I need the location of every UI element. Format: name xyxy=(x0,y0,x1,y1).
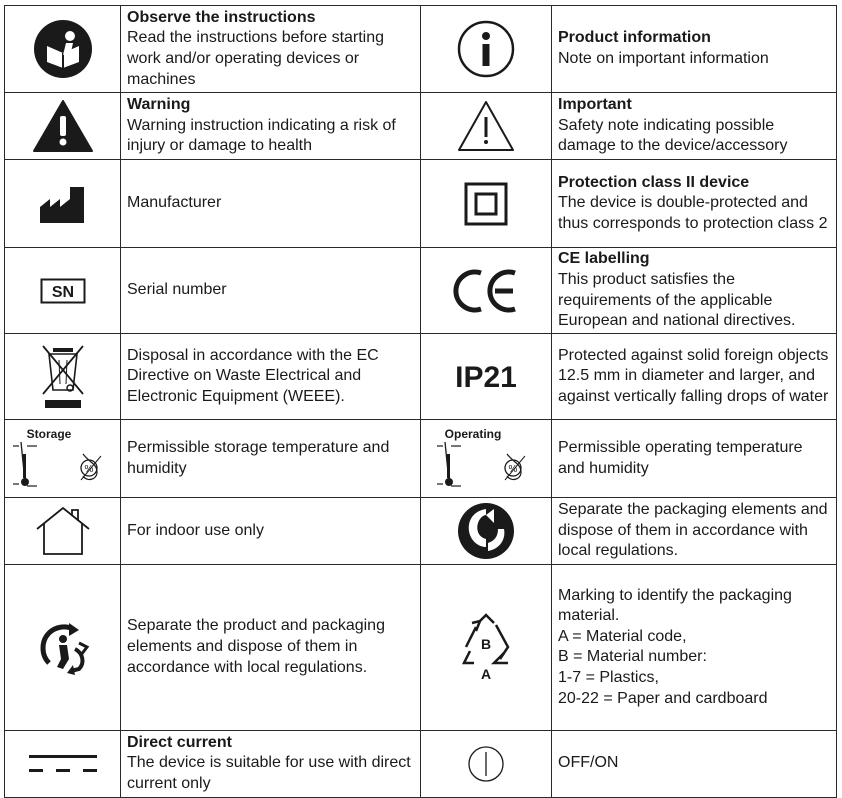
direct-current-icon xyxy=(27,753,99,775)
symbol-desc: Permissible storage temperature and humidity xyxy=(127,438,390,477)
indoor-house-icon xyxy=(34,505,92,557)
symbol-title: CE labelling xyxy=(558,250,650,268)
protection-class-2-icon xyxy=(464,182,508,226)
icon-cell xyxy=(421,6,552,93)
storage-temperature-humidity-icon xyxy=(11,424,121,494)
symbol-description xyxy=(121,730,421,797)
symbol-table xyxy=(4,5,837,798)
icon-cell xyxy=(421,498,552,565)
symbol-desc: The device is double-protected and thus corresponds to protection class 2 xyxy=(558,194,828,232)
icon-cell xyxy=(5,93,121,160)
read-manual-icon xyxy=(33,19,93,79)
icon-cell xyxy=(421,93,552,160)
icon-label: Operating xyxy=(444,426,502,441)
symbol-description xyxy=(121,6,421,93)
icon-cell xyxy=(5,160,121,248)
warning-outline-icon xyxy=(457,100,515,152)
icon-cell xyxy=(5,730,121,797)
icon-cell xyxy=(421,334,552,420)
symbol-description xyxy=(121,248,421,334)
symbol-description xyxy=(552,730,837,797)
material-code-letter: A xyxy=(480,666,492,683)
table-row xyxy=(5,420,837,498)
symbol-description xyxy=(552,6,837,93)
icon-cell xyxy=(421,160,552,248)
symbol-desc: Permissible operating temperature and humidity xyxy=(558,438,803,477)
icon-cell xyxy=(5,248,121,334)
icon-cell xyxy=(5,6,121,93)
icon-cell xyxy=(421,730,552,797)
symbol-desc: Read the instructions before starting work and/or operating devices or machines xyxy=(127,29,385,88)
symbol-description xyxy=(121,334,421,420)
symbol-description xyxy=(552,498,837,565)
symbol-desc: Separate the product and packaging elements and dispose of them in accordance with local regulations. xyxy=(127,617,385,676)
weee-bin-icon xyxy=(39,342,87,412)
symbol-desc: Disposal in accordance with the EC Directive on Waste Electrical and Electronic Equipment (WEEE). xyxy=(127,346,379,405)
symbol-desc: Safety note indicating possible damage to the device/accessory xyxy=(558,116,788,155)
operating-temperature-humidity-icon xyxy=(427,424,547,494)
green-dot-icon xyxy=(456,501,516,561)
ip-rating-text: IP21 xyxy=(455,360,517,394)
table-row xyxy=(5,248,837,334)
svg-text:%: % xyxy=(84,463,94,475)
symbol-desc: The device is suitable for use with direct current only xyxy=(127,754,411,793)
symbol-description xyxy=(121,565,421,731)
icon-cell xyxy=(421,565,552,731)
symbol-desc: Warning instruction indicating a risk of injury or damage to health xyxy=(127,116,396,155)
symbol-desc: Serial number xyxy=(127,281,227,299)
symbol-description xyxy=(552,248,837,334)
icon-cell xyxy=(5,565,121,731)
warning-filled-icon xyxy=(32,99,94,153)
symbol-desc: Note on important information xyxy=(558,50,769,67)
info-icon xyxy=(456,19,516,79)
icon-label: Storage xyxy=(26,426,72,441)
table-row xyxy=(5,160,837,248)
power-switch-icon xyxy=(466,744,506,784)
serial-number-icon xyxy=(40,278,86,304)
icon-cell xyxy=(421,420,552,498)
triman-recycle-icon xyxy=(35,619,91,675)
symbol-desc: For indoor use only xyxy=(127,521,264,539)
symbol-description xyxy=(121,160,421,248)
symbol-title: Important xyxy=(558,96,632,114)
icon-cell xyxy=(421,248,552,334)
table-row xyxy=(5,565,837,731)
svg-text:%: % xyxy=(508,463,518,475)
table-row xyxy=(5,93,837,160)
symbol-desc: This product satisfies the requirements of the applicable European and national directives. xyxy=(558,270,796,330)
symbol-description xyxy=(121,498,421,565)
table-row xyxy=(5,6,837,93)
symbol-description xyxy=(552,565,837,731)
serial-number-text: SN xyxy=(51,283,74,301)
ce-mark-icon xyxy=(451,269,521,313)
symbol-description xyxy=(121,93,421,160)
table-row xyxy=(5,334,837,420)
icon-cell xyxy=(5,420,121,498)
symbol-title: Protection class II device xyxy=(558,173,750,191)
icon-cell xyxy=(5,498,121,565)
table-row xyxy=(5,730,837,797)
symbol-title: Warning xyxy=(127,96,191,114)
recycling-code-icon xyxy=(456,611,516,683)
symbol-description xyxy=(552,93,837,160)
symbol-desc: OFF/ON xyxy=(558,754,619,772)
symbol-desc: Manufacturer xyxy=(127,194,222,212)
symbol-title: Observe the instructions xyxy=(127,8,316,26)
symbol-description xyxy=(552,420,837,498)
symbol-title: Direct current xyxy=(127,733,232,751)
manufacturer-icon xyxy=(38,183,88,225)
ip-rating-icon xyxy=(446,357,526,397)
symbol-description xyxy=(121,420,421,498)
icon-cell xyxy=(5,334,121,420)
symbol-title: Product information xyxy=(558,29,711,47)
table-row xyxy=(5,498,837,565)
symbol-description xyxy=(552,334,837,420)
symbol-description xyxy=(552,160,837,248)
material-number-letter: B xyxy=(480,636,492,653)
symbol-desc: Separate the packaging elements and dispose of them in accordance with local regulations. xyxy=(558,501,828,560)
symbol-desc: Marking to identify the packaging material. A = Material code, B = Material number: 1-7 = Plastics, 20-22 = Paper and cardboard xyxy=(558,586,792,707)
symbol-desc: Protected against solid foreign objects 12.5 mm in diameter and larger, and against vertically falling drops of water xyxy=(558,346,829,405)
